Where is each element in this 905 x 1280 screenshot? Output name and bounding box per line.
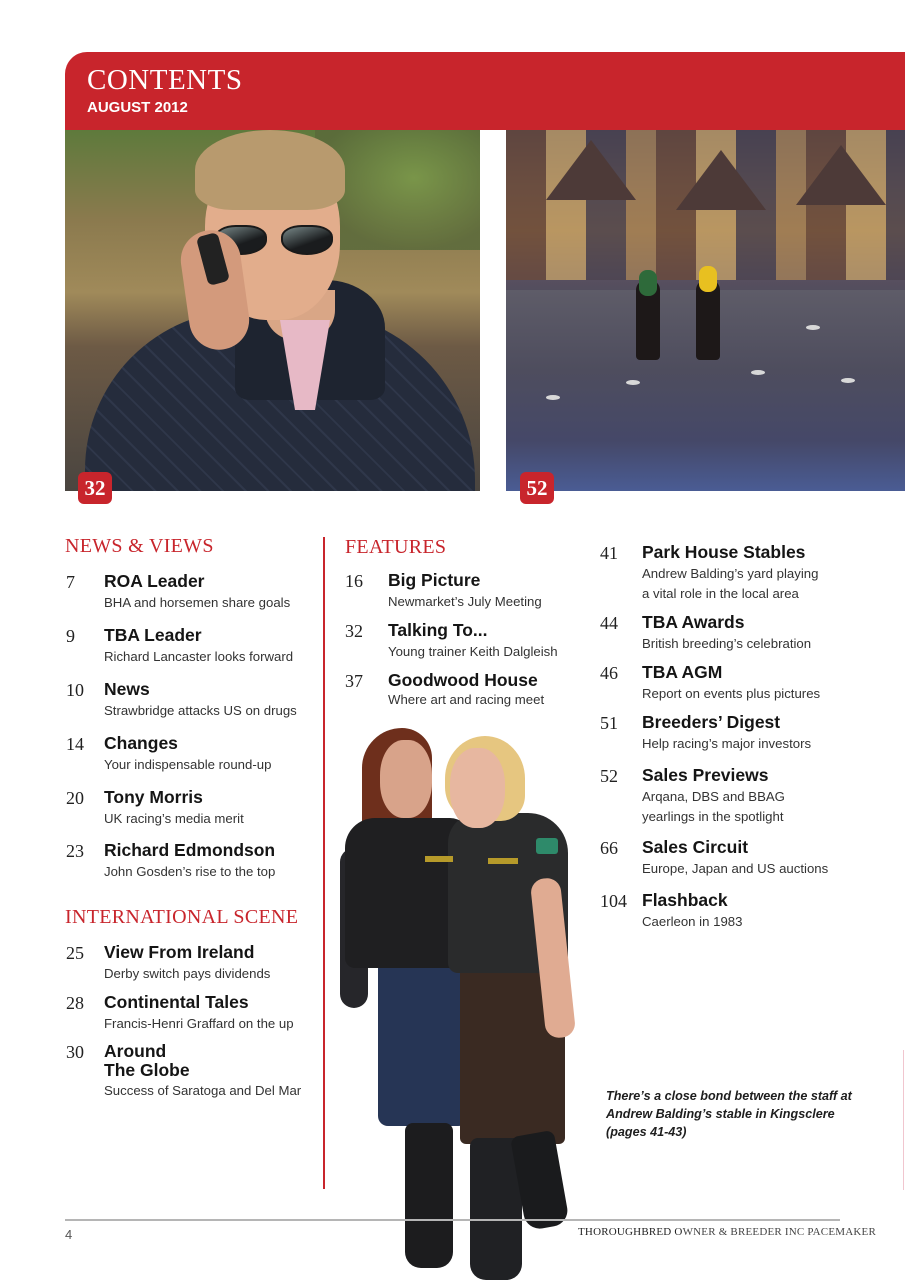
kingsclere-logo-icon	[488, 858, 518, 864]
page-number: 14	[66, 734, 84, 754]
entry-title: View From Ireland	[104, 942, 255, 962]
entry-title: Richard Edmondson	[104, 840, 276, 860]
entry-description: Richard Lancaster looks forward	[104, 649, 294, 664]
page-number: 28	[66, 993, 84, 1013]
entry-description-line-1: Andrew Balding’s yard playing	[642, 566, 819, 581]
entry-description: Newmarket’s July Meeting	[388, 594, 542, 609]
page-number: 52	[600, 766, 618, 786]
section-heading-international-scene: INTERNATIONAL SCENE	[65, 906, 299, 928]
page-badge-52[interactable]: 52	[520, 472, 554, 504]
page-number: 44	[600, 613, 618, 633]
entry-title: Continental Tales	[104, 992, 249, 1012]
seagull-icon	[626, 380, 640, 385]
sleeve-badge-icon	[536, 838, 558, 854]
page-number: 9	[66, 626, 75, 646]
hair	[195, 130, 345, 210]
photo-caption: There’s a close bond between the staff at Andrew Balding’s stable in Kingsclere (pages 41-43)	[606, 1089, 852, 1139]
entry-title: Changes	[104, 733, 178, 753]
entry-description: Francis-Henri Graffard on the up	[104, 1016, 294, 1031]
footer-publication-name	[578, 1226, 876, 1238]
entry-description: UK racing’s media merit	[104, 811, 244, 826]
entry-description: British breeding’s celebration	[642, 636, 812, 651]
page-number: 104	[600, 891, 627, 911]
entry-description: Europe, Japan and US auctions	[642, 861, 829, 876]
footer-page-number: 4	[65, 1227, 73, 1242]
riding-boot	[405, 1123, 453, 1268]
entry-description-line-2: yearlings in the spotlight	[642, 809, 784, 824]
face	[450, 748, 505, 828]
page-number: 66	[600, 838, 618, 858]
page-number: 41	[600, 543, 618, 563]
entry-description: Derby switch pays dividends	[104, 966, 271, 981]
entry-description: Where art and racing meet	[388, 692, 545, 707]
entry-title: TBA Leader	[104, 625, 202, 645]
seagull-icon	[546, 395, 560, 400]
entry-description-line-2: a vital role in the local area	[642, 586, 799, 601]
entry-title: TBA Awards	[642, 612, 745, 632]
entry-description: Success of Saratoga and Del Mar	[104, 1083, 302, 1098]
entry-description: Your indispensable round-up	[104, 757, 272, 772]
entry-title: TBA AGM	[642, 662, 723, 682]
page-number: 10	[66, 680, 84, 700]
young-trainer-on-phone-photo[interactable]	[65, 130, 480, 491]
page-number: 20	[66, 788, 84, 808]
entry-description: John Gosden’s rise to the top	[104, 864, 276, 879]
contents-header-band	[65, 52, 905, 130]
page-number: 30	[66, 1042, 84, 1062]
page-number: 51	[600, 713, 618, 733]
section-heading-features: FEATURES	[345, 536, 447, 558]
page-number: 32	[345, 621, 363, 641]
entry-title: Big Picture	[388, 570, 481, 590]
page-number: 23	[66, 841, 84, 861]
stable-staff-photo[interactable]	[340, 728, 590, 1280]
column-divider	[323, 537, 325, 1189]
issue-date: AUGUST 2012	[87, 99, 188, 116]
page-edge-rule	[903, 1050, 904, 1190]
seagull-icon	[841, 378, 855, 383]
publication-name-part-2: WNER & BREEDER INC PACEMAKER	[682, 1226, 876, 1238]
page-title: CONTENTS	[87, 64, 243, 96]
entry-title: ROA Leader	[104, 571, 205, 591]
page-badge-32[interactable]: 32	[78, 472, 112, 504]
publication-name-part-1: THOROUGHBRED O	[578, 1226, 683, 1238]
entry-description-line-1: Arqana, DBS and BBAG	[642, 789, 785, 804]
entry-title: Goodwood House	[388, 670, 538, 690]
rider-green-jacket	[639, 270, 657, 296]
horses-on-beach-photo[interactable]	[506, 130, 905, 491]
entry-title: Breeders’ Digest	[642, 712, 781, 732]
entry-description: Help racing’s major investors	[642, 736, 812, 751]
entry-title: Tony Morris	[104, 787, 203, 807]
entry-title: Flashback	[642, 890, 728, 910]
entry-description: BHA and horsemen share goals	[104, 595, 291, 610]
page-number: 46	[600, 663, 618, 683]
entry-description: Strawbridge attacks US on drugs	[104, 703, 297, 718]
page-number: 25	[66, 943, 84, 963]
entry-title: News	[104, 679, 150, 699]
page-number: 7	[66, 572, 75, 592]
entry-title: Sales Previews	[642, 765, 769, 785]
page-number: 16	[345, 571, 363, 591]
seagull-icon	[806, 325, 820, 330]
rider-yellow-helmet	[699, 266, 717, 292]
horse-and-rider	[696, 280, 720, 360]
entry-description: Report on events plus pictures	[642, 686, 821, 701]
entry-description: Young trainer Keith Dalgleish	[388, 644, 558, 659]
entry-title-line-1: Around	[104, 1041, 167, 1061]
footer-rule	[65, 1219, 840, 1221]
face	[380, 740, 432, 818]
page-number: 37	[345, 671, 363, 691]
entry-title: Sales Circuit	[642, 837, 749, 857]
entry-description: Caerleon in 1983	[642, 914, 743, 929]
seagull-icon	[751, 370, 765, 375]
entry-title: Park House Stables	[642, 542, 806, 562]
kingsclere-logo-icon	[425, 856, 453, 862]
jeans	[378, 956, 468, 1126]
entry-title: Talking To...	[388, 620, 488, 640]
entry-title-line-2: The Globe	[104, 1060, 190, 1080]
section-heading-news-views: NEWS & VIEWS	[65, 535, 214, 557]
